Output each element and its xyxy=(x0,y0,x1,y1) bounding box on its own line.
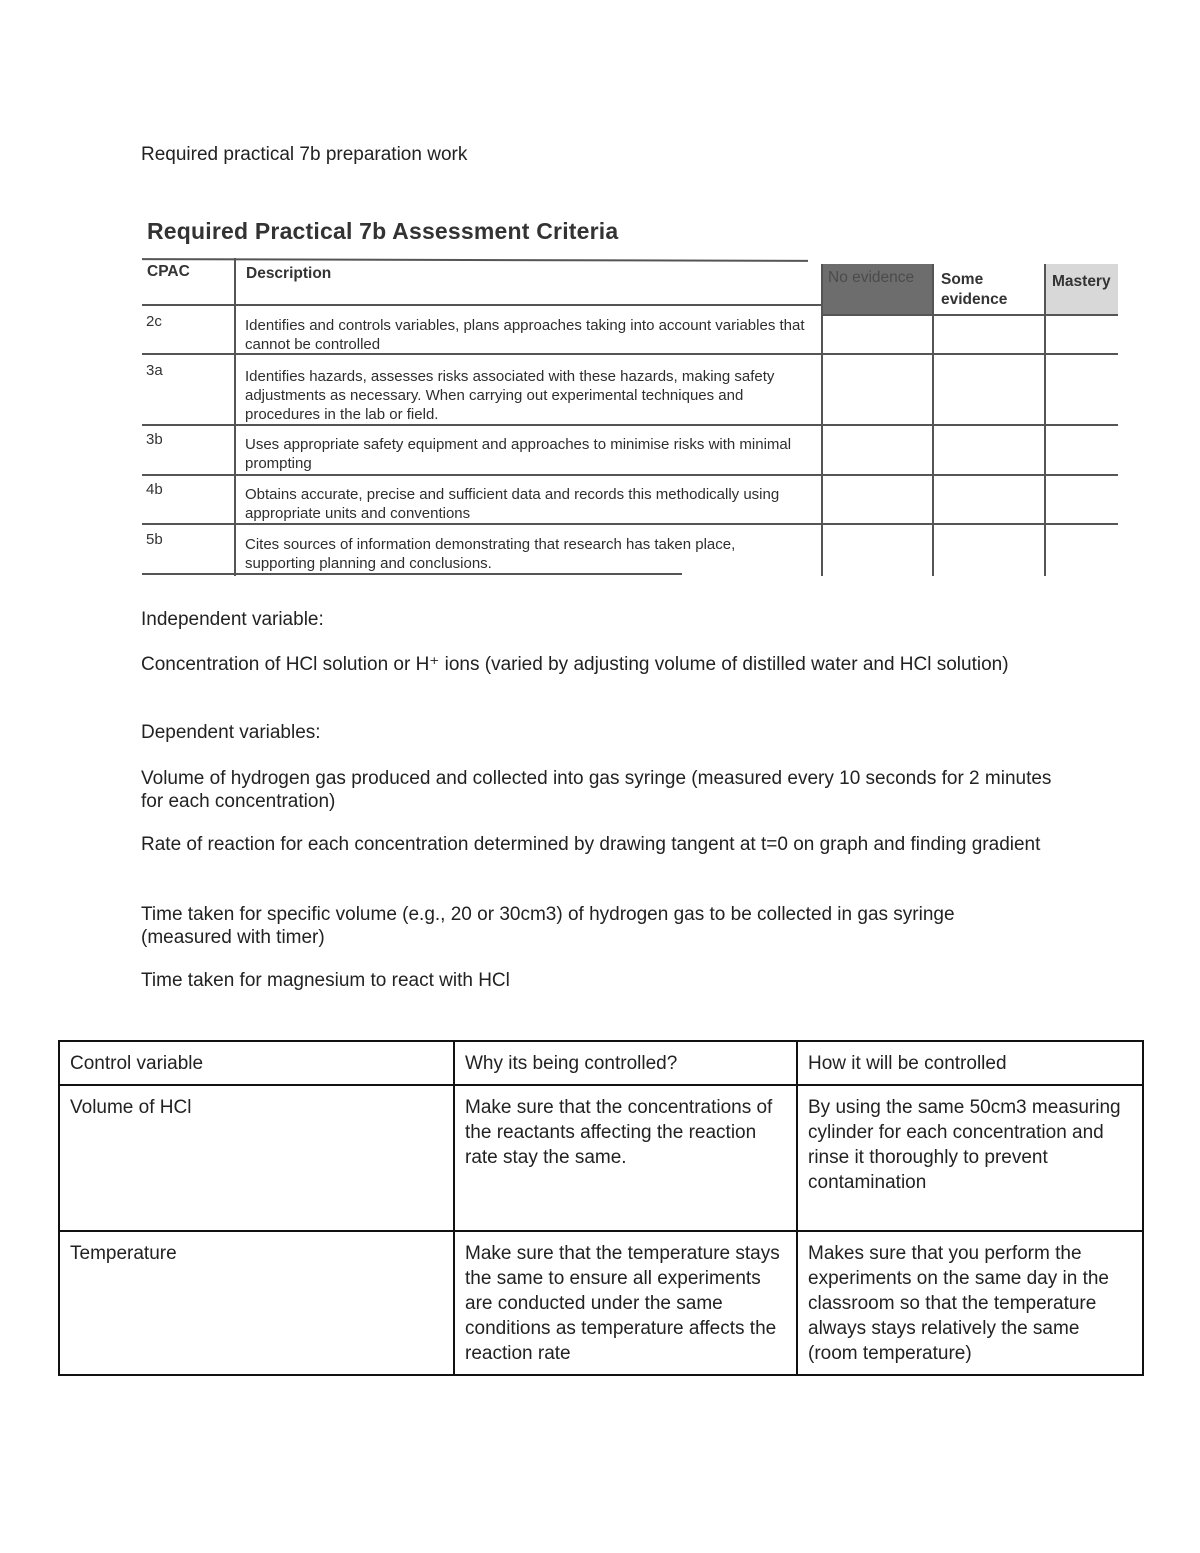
independent-variable-text: Concentration of HCl solution or H⁺ ions (varied by adjusting volume of distilled water and HCl solution) xyxy=(141,654,1009,675)
table-cell: Make sure that the temperature stays the same to ensure all experiments are conducted under the same conditions as temperature affects the reaction rate xyxy=(454,1231,797,1375)
cpac-description: Identifies and controls variables, plans approaches taking into account variables that cannot be controlled xyxy=(245,317,805,353)
dependent-variable-item: Rate of reaction for each concentration determined by drawing tangent at t=0 on graph and finding gradient xyxy=(141,834,1041,855)
cpac-description: Uses appropriate safety equipment and approaches to minimise risks with minimal prompting xyxy=(245,436,792,472)
rule xyxy=(821,264,823,576)
dependent-variable-item: Volume of hydrogen gas produced and collected into gas syringe (measured every 10 seconds for 2 minutes for each concentration) xyxy=(141,768,1052,812)
cpac-description: Obtains accurate, precise and sufficient data and records this methodically using appropriate units and conventions xyxy=(245,486,780,522)
rule xyxy=(822,314,1118,316)
table-header-cell: Control variable xyxy=(59,1041,454,1085)
table-header-row xyxy=(59,1041,1143,1085)
header-description: Description xyxy=(246,265,332,282)
cpac-code: 3b xyxy=(146,431,163,448)
control-variables-table xyxy=(58,1040,1144,1376)
rule xyxy=(142,523,1118,525)
header-no-evidence: No evidence xyxy=(828,269,915,286)
cpac-code: 5b xyxy=(146,531,163,548)
cpac-code: 2c xyxy=(146,313,162,330)
table-cell: Make sure that the concentrations of the reactants affecting the reaction rate stay the same. xyxy=(454,1085,797,1231)
cpac-code: 4b xyxy=(146,481,163,498)
dependent-variable-item: Time taken for specific volume (e.g., 20 or 30cm3) of hydrogen gas to be collected in gas syringe (measured with timer) xyxy=(141,904,955,948)
table-row xyxy=(59,1085,1143,1231)
table-top-rule xyxy=(142,258,808,261)
dependent-variables-heading: Dependent variables: xyxy=(141,722,321,743)
table-header-cell: Why its being controlled? xyxy=(454,1041,797,1085)
dependent-variable-item: Time taken for magnesium to react with HCl xyxy=(141,970,510,991)
rule xyxy=(142,304,822,306)
table-cell: Temperature xyxy=(59,1231,454,1375)
rule xyxy=(142,474,1118,476)
criteria-title: Required Practical 7b Assessment Criteria xyxy=(147,218,619,244)
table-cell: By using the same 50cm3 measuring cylinder for each concentration and rinse it thoroughly to prevent contamination xyxy=(797,1085,1143,1231)
cpac-description: Cites sources of information demonstrating that research has taken place, supporting planning and conclusions. xyxy=(245,536,736,572)
header-some-evidence: Some evidence xyxy=(941,271,1008,308)
header-mastery: Mastery xyxy=(1052,273,1111,290)
cpac-code: 3a xyxy=(146,362,163,379)
rule xyxy=(932,264,934,576)
rule xyxy=(142,573,682,575)
header-cpac: CPAC xyxy=(147,263,190,280)
independent-variable-heading: Independent variable: xyxy=(141,609,324,630)
assessment-criteria-image xyxy=(138,212,1118,580)
table-header-cell: How it will be controlled xyxy=(797,1041,1143,1085)
cpac-description: Identifies hazards, assesses risks associated with these hazards, making safety adjustments as necessary. When carrying out experimental techniques and procedures in the lab or field. xyxy=(245,368,775,423)
table-cell: Volume of HCl xyxy=(59,1085,454,1231)
rule xyxy=(1044,264,1046,576)
page-title: Required practical 7b preparation work xyxy=(141,144,468,165)
table-cell: Makes sure that you perform the experiments on the same day in the classroom so that the temperature always stays relatively the same (room temperature) xyxy=(797,1231,1143,1375)
rule xyxy=(142,424,1118,426)
rule xyxy=(234,258,236,576)
table-row xyxy=(59,1231,1143,1375)
